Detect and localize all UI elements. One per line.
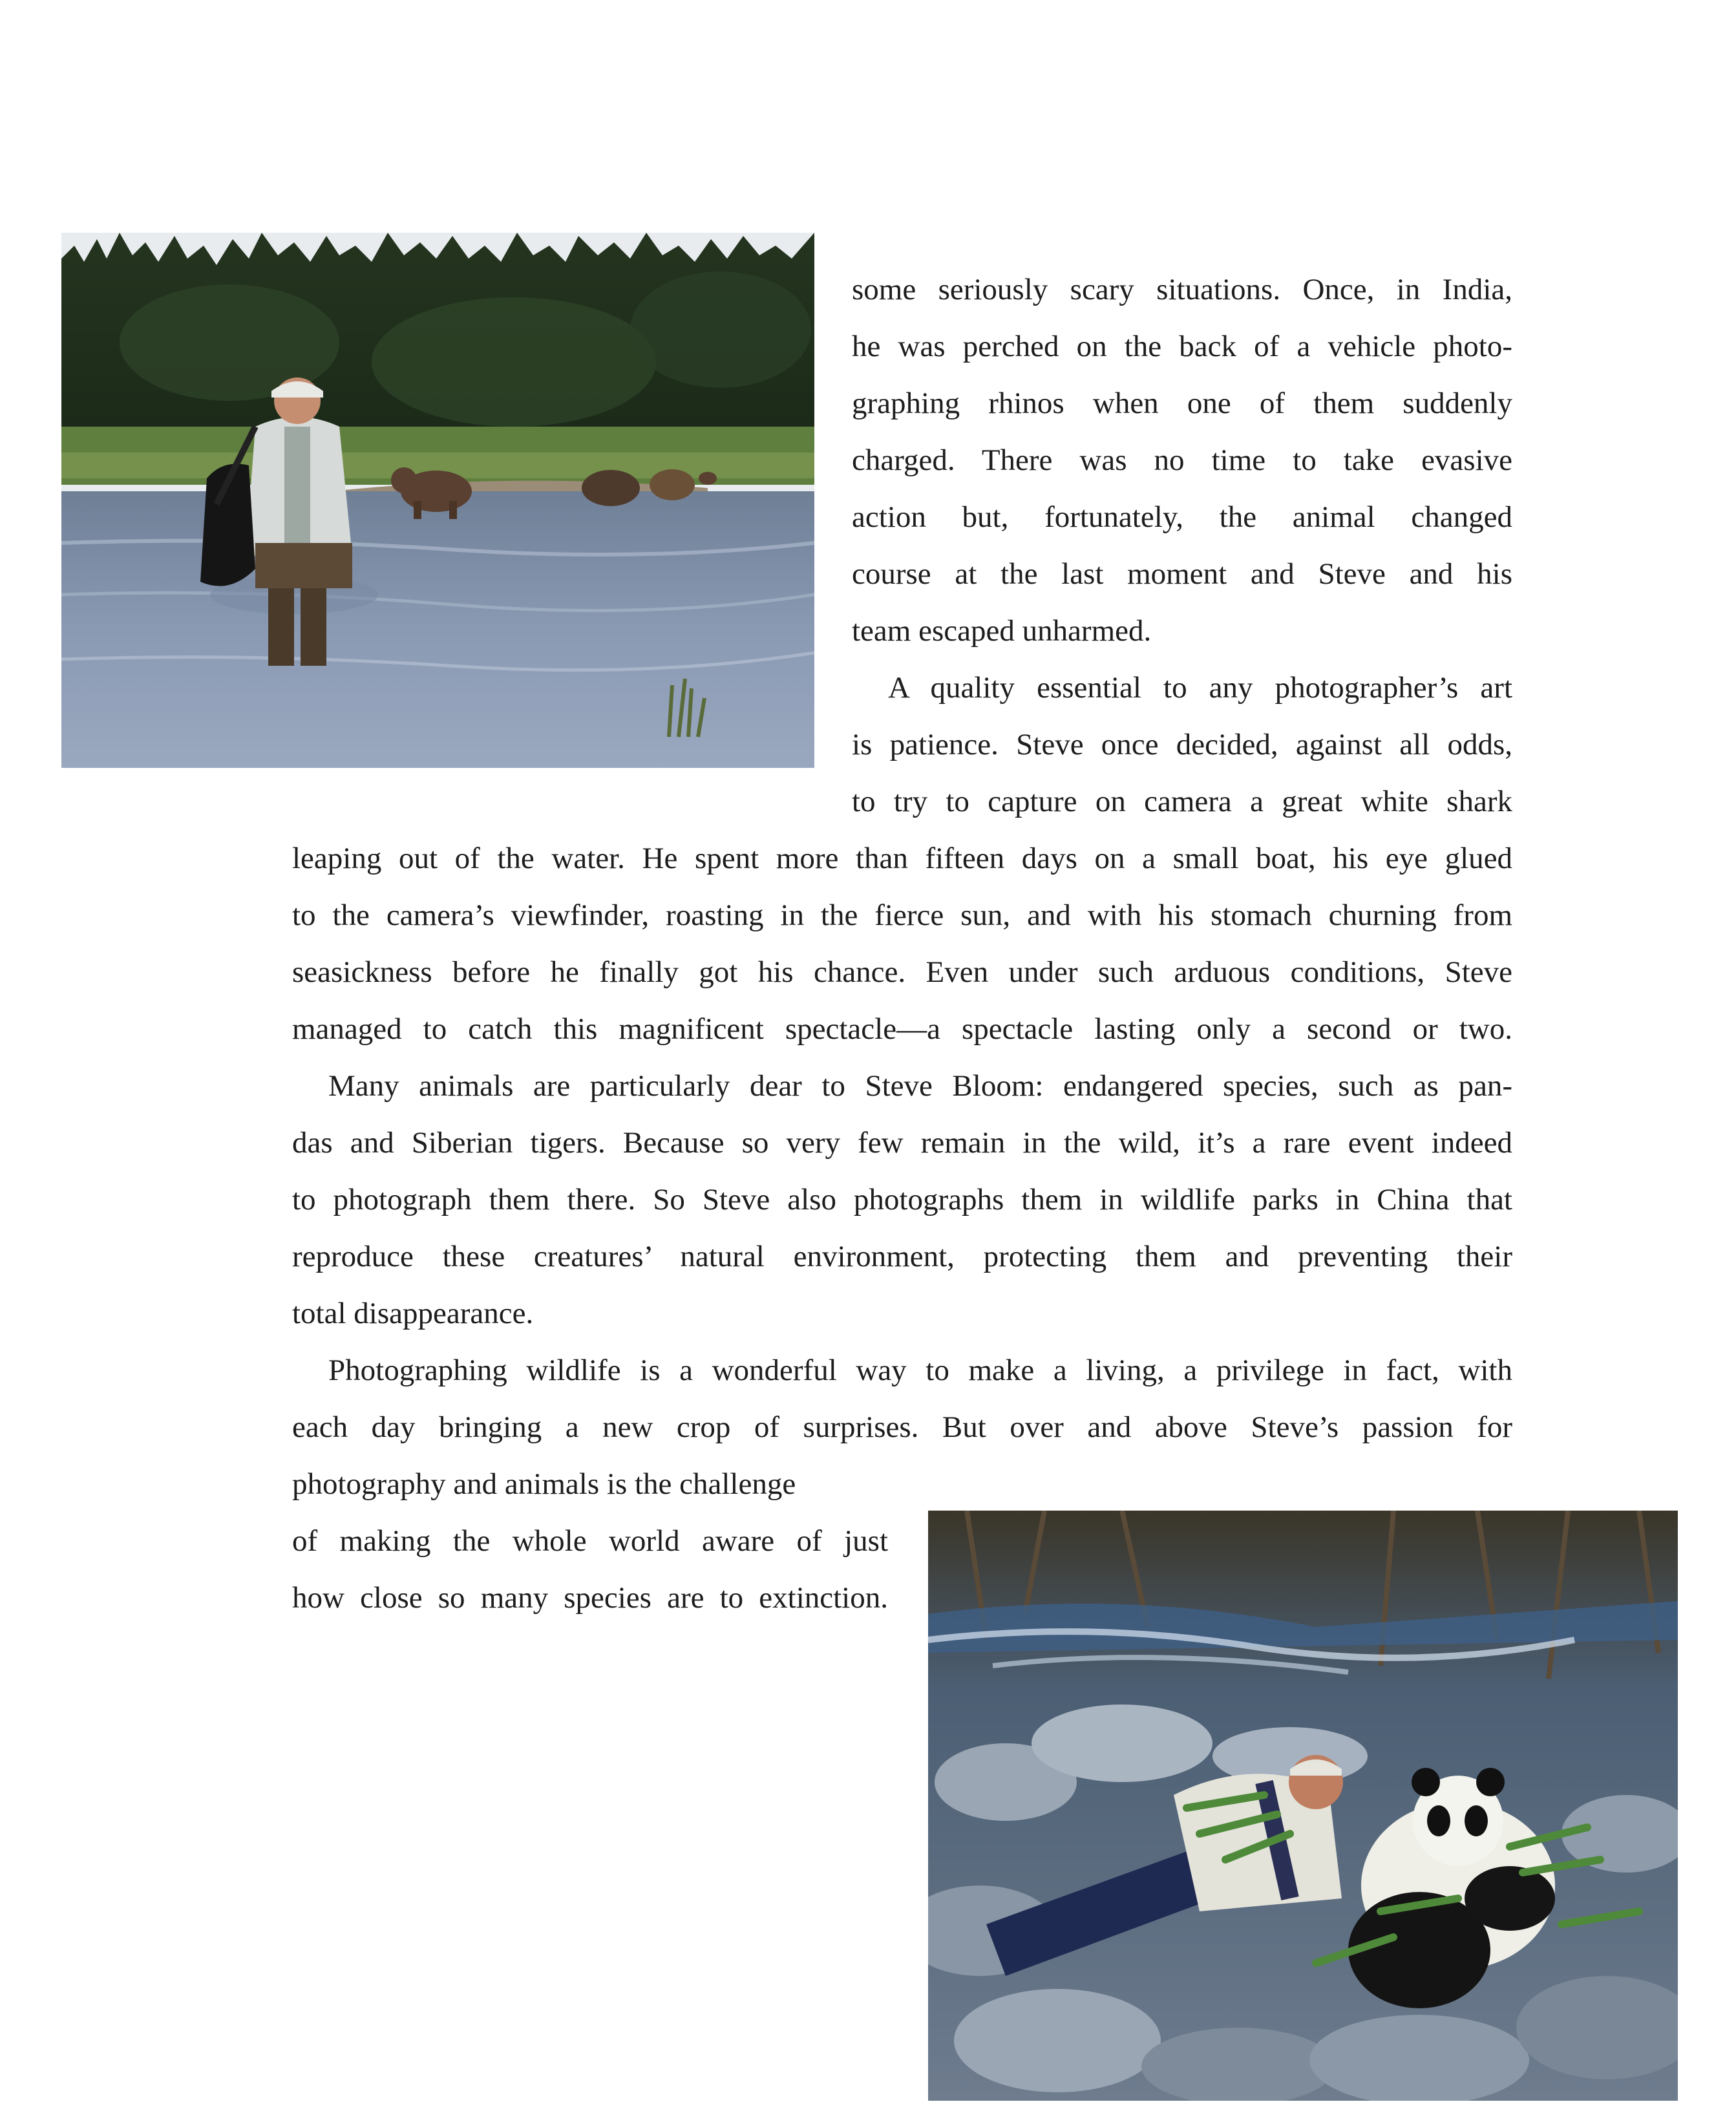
- text-line: leaping out of the water. He spent more than fifteen days on a small boat, his eye glued: [292, 842, 1512, 875]
- text-line: graphing rhinos when one of them suddenly: [852, 387, 1512, 420]
- text-line: Photographing wildlife is a wonderful way to make a living, a privilege in fact, with: [328, 1354, 1512, 1387]
- text-line: action but, fortunately, the animal changed: [852, 500, 1512, 534]
- text-line: Many animals are particularly dear to Steve Bloom: endangered species, such as pan-: [328, 1069, 1512, 1103]
- text-line: he was perched on the back of a vehicle photo-: [852, 330, 1512, 363]
- text-line: to photograph them there. So Steve also photographs them in wildlife parks in China that: [292, 1183, 1512, 1216]
- text-line: some seriously scary situations. Once, in India,: [852, 273, 1512, 306]
- text-line: photography and animals is the challenge: [292, 1467, 796, 1501]
- text-line: das and Siberian tigers. Because so very few remain in the wild, it’s a rare event indeed: [292, 1126, 1512, 1160]
- text-line: A quality essential to any photographer’s art: [888, 671, 1512, 705]
- text-line: managed to catch this magnificent spectacle—a spectacle lasting only a second or two.: [292, 1012, 1512, 1046]
- photographer-wading-river-with-bears-photo: [61, 233, 814, 768]
- photographer-lying-with-panda-photo: [928, 1511, 1678, 2101]
- text-line: each day bringing a new crop of surprises. But over and above Steve’s passion for: [292, 1410, 1512, 1444]
- text-line: of making the whole world aware of just: [292, 1524, 888, 1558]
- photo-photographer-panda: [928, 1511, 1678, 2101]
- text-line: course at the last moment and Steve and his: [852, 557, 1512, 591]
- photo-photographer-river: [61, 233, 814, 768]
- text-line: is patience. Steve once decided, against all odds,: [852, 728, 1512, 761]
- text-line: how close so many species are to extinction.: [292, 1581, 888, 1615]
- text-line: team escaped unharmed.: [852, 614, 1152, 648]
- text-line: reproduce these creatures’ natural environment, protecting them and preventing their: [292, 1240, 1512, 1273]
- text-line: to the camera’s viewfinder, roasting in the fierce sun, and with his stomach churning from: [292, 898, 1512, 932]
- text-line: charged. There was no time to take evasive: [852, 443, 1512, 477]
- text-line: total disappearance.: [292, 1297, 534, 1330]
- text-line: to try to capture on camera a great white shark: [852, 785, 1512, 818]
- text-line: seasickness before he finally got his chance. Even under such arduous conditions, Steve: [292, 955, 1512, 989]
